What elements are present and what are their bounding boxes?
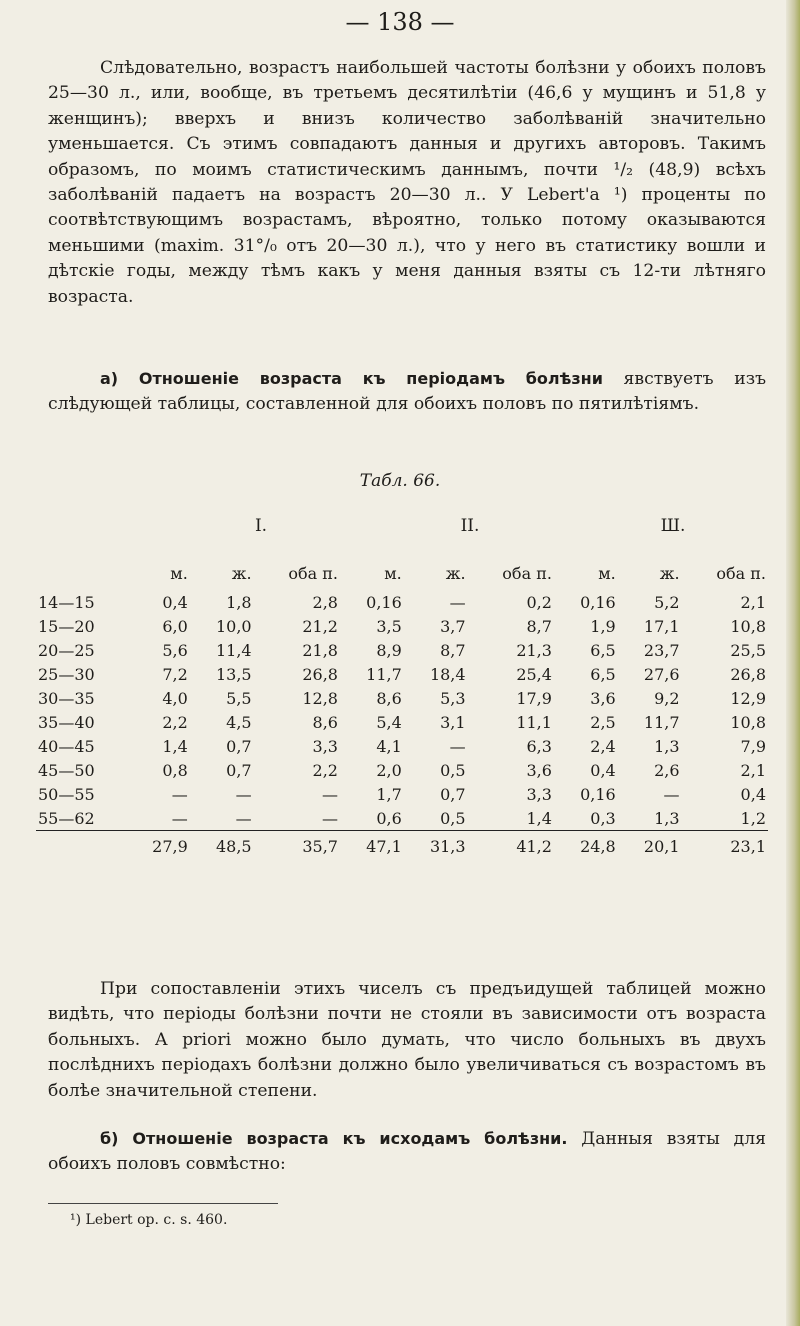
page-edge xyxy=(786,0,800,1326)
col-header: м. xyxy=(598,563,616,583)
section-b-paragraph xyxy=(48,1126,766,1178)
value-cell: — xyxy=(171,784,188,804)
value-cell: 3,5 xyxy=(376,616,402,636)
total-cell: 48,5 xyxy=(190,831,254,876)
value-cell: 17,1 xyxy=(643,616,680,636)
value-cell: — xyxy=(321,808,338,828)
value-cell: 0,7 xyxy=(440,784,466,804)
value-cell: 3,3 xyxy=(526,784,552,804)
section-a-heading: a) Отношеніе возраста къ періодамъ болѣзни xyxy=(100,369,603,388)
value-cell: 0,3 xyxy=(590,808,616,828)
col-header: оба п. xyxy=(288,563,338,583)
value-cell: 0,16 xyxy=(580,592,616,612)
value-cell: — xyxy=(171,808,188,828)
value-cell: 13,5 xyxy=(215,664,252,684)
table-row xyxy=(36,734,768,758)
value-cell: 1,3 xyxy=(654,736,680,756)
total-cell: 24,8 xyxy=(554,831,618,876)
age-range-cell: 45—50 xyxy=(38,760,95,780)
value-cell: 11,1 xyxy=(516,712,552,732)
value-cell: 21,3 xyxy=(516,640,552,660)
col-header: ж. xyxy=(659,563,680,583)
table-header-row xyxy=(36,556,768,590)
value-cell: 26,8 xyxy=(730,664,766,684)
value-cell: 6,5 xyxy=(590,664,616,684)
age-range-cell: 40—45 xyxy=(38,736,95,756)
value-cell: 2,2 xyxy=(162,712,188,732)
footnote-rule xyxy=(48,1203,278,1204)
value-cell: 2,5 xyxy=(590,712,616,732)
value-cell: 2,0 xyxy=(376,760,402,780)
value-cell: 2,2 xyxy=(312,760,338,780)
table-row xyxy=(36,662,768,686)
value-cell: 11,7 xyxy=(366,664,402,684)
section-a-paragraph xyxy=(48,366,766,418)
value-cell: 0,16 xyxy=(366,592,402,612)
value-cell: 27,6 xyxy=(643,664,680,684)
page-number: — 138 — xyxy=(345,8,455,36)
paragraph-age-frequency xyxy=(48,56,766,310)
total-cell: 41,2 xyxy=(468,831,554,876)
value-cell: 0,5 xyxy=(440,808,466,828)
col-header: м. xyxy=(384,563,402,583)
col-header: м. xyxy=(170,563,188,583)
value-cell: 25,4 xyxy=(516,664,552,684)
total-cell: 47,1 xyxy=(340,831,404,876)
value-cell: 5,6 xyxy=(162,640,188,660)
col-header: ж. xyxy=(231,563,252,583)
value-cell: 8,6 xyxy=(376,688,402,708)
table-row xyxy=(36,782,768,806)
value-cell: 8,9 xyxy=(376,640,402,660)
value-cell: — xyxy=(235,784,252,804)
value-cell: 23,7 xyxy=(643,640,680,660)
age-range-cell: 15—20 xyxy=(38,616,95,636)
value-cell: 0,2 xyxy=(526,592,552,612)
value-cell: 17,9 xyxy=(516,688,552,708)
value-cell: 1,4 xyxy=(162,736,188,756)
value-cell: 2,4 xyxy=(590,736,616,756)
value-cell: 8,7 xyxy=(440,640,466,660)
value-cell: 4,5 xyxy=(226,712,252,732)
value-cell: 2,8 xyxy=(312,592,338,612)
value-cell: 3,6 xyxy=(526,760,552,780)
value-cell: 1,9 xyxy=(590,616,616,636)
total-cell: 20,1 xyxy=(618,831,682,876)
total-cell xyxy=(36,831,126,876)
value-cell: — xyxy=(663,784,680,804)
value-cell: — xyxy=(235,808,252,828)
value-cell: 21,2 xyxy=(302,616,338,636)
age-range-cell: 50—55 xyxy=(38,784,95,804)
paragraph-2-text: При сопоставленіи этихъ чиселъ съ предъидущей таблицей можно видѣть, что періоды болѣзни почти не стояли въ зависимости отъ возраста больныхъ. А priori можно было думать, что число больныхъ въ двухъ послѣднихъ періодахъ болѣзни должно было увеличиваться съ возрастомъ въ болѣе значительной степени. xyxy=(48,979,766,1101)
value-cell: 8,6 xyxy=(312,712,338,732)
value-cell: 5,3 xyxy=(440,688,466,708)
value-cell: 25,5 xyxy=(730,640,766,660)
table-caption: Табл. 66. xyxy=(359,471,441,491)
total-cell: 35,7 xyxy=(254,831,340,876)
value-cell: 1,4 xyxy=(526,808,552,828)
group-head-2: II. xyxy=(460,516,480,536)
age-range-cell: 55—62 xyxy=(38,808,95,828)
value-cell: — xyxy=(321,784,338,804)
table-row xyxy=(36,590,768,614)
value-cell: 3,3 xyxy=(312,736,338,756)
value-cell: 1,7 xyxy=(376,784,402,804)
col-header: оба п. xyxy=(502,563,552,583)
table-row xyxy=(36,758,768,782)
value-cell: 0,5 xyxy=(440,760,466,780)
value-cell: — xyxy=(449,736,466,756)
value-cell: 1,3 xyxy=(654,808,680,828)
value-cell: 0,8 xyxy=(162,760,188,780)
value-cell: 26,8 xyxy=(302,664,338,684)
value-cell: 0,4 xyxy=(740,784,766,804)
value-cell: 5,5 xyxy=(226,688,252,708)
age-range-cell: 14—15 xyxy=(38,592,95,612)
value-cell: 12,9 xyxy=(730,688,766,708)
value-cell: 0,4 xyxy=(162,592,188,612)
value-cell: 2,6 xyxy=(654,760,680,780)
value-cell: 3,1 xyxy=(440,712,466,732)
value-cell: 11,4 xyxy=(215,640,252,660)
value-cell: 9,2 xyxy=(654,688,680,708)
age-range-cell: 35—40 xyxy=(38,712,95,732)
total-cell: 31,3 xyxy=(404,831,468,876)
value-cell: 0,16 xyxy=(580,784,616,804)
value-cell: 11,7 xyxy=(643,712,680,732)
age-range-cell: 20—25 xyxy=(38,640,95,660)
value-cell: 10,8 xyxy=(730,616,766,636)
table-row xyxy=(36,638,768,662)
value-cell: 10,0 xyxy=(215,616,252,636)
col-header xyxy=(36,556,126,590)
table-row xyxy=(36,686,768,710)
group-head-3: Ш. xyxy=(660,516,686,536)
value-cell: 2,1 xyxy=(740,760,766,780)
total-cell: 23,1 xyxy=(682,831,768,876)
value-cell: 0,7 xyxy=(226,760,252,780)
section-b-text: Данныя взяты для обоихъ половъ совмѣстно: xyxy=(48,1129,766,1175)
value-cell: 5,2 xyxy=(654,592,680,612)
paragraph-1-text: Слѣдовательно, возрастъ наибольшей частоты болѣзни у обоихъ половъ 25—30 л., или, вообще, въ третьемъ десятилѣтіи (46,6 у мущинъ и 51,8 у женщинъ); вверхъ и внизъ количество заболѣваній значительно уменьшается. Съ этимъ совпадаютъ данныя и другихъ авторовъ. Такимъ образомъ, по моимъ статистическимъ даннымъ, почти ¹/₂ (48,9) всѣхъ заболѣваній падаетъ на возрастъ 20—30 л.. У Lebert'а ¹) проценты по соотвѣтствующимъ возрастамъ, вѣроятно, только потому оказываются меньшими (maxim. 31°/₀ отъ 20—30 л.), что у него въ статистику вошли и дѣтскіе годы, между тѣмъ какъ у меня данныя взяты съ 12-ти лѣтняго возраста. xyxy=(48,58,766,307)
value-cell: — xyxy=(449,592,466,612)
footnote: ¹) Lebert op. c. s. 460. xyxy=(70,1212,228,1228)
value-cell: 6,5 xyxy=(590,640,616,660)
section-a-text: явствуетъ изъ слѣдующей таблицы, составленной для обоихъ половъ по пятилѣтіямъ. xyxy=(48,369,767,415)
col-header: оба п. xyxy=(716,563,766,583)
col-header: ж. xyxy=(445,563,466,583)
table-row xyxy=(36,614,768,638)
table-body xyxy=(36,590,768,875)
total-cell: 27,9 xyxy=(126,831,190,876)
value-cell: 4,0 xyxy=(162,688,188,708)
value-cell: 3,6 xyxy=(590,688,616,708)
value-cell: 6,3 xyxy=(526,736,552,756)
value-cell: 18,4 xyxy=(429,664,466,684)
value-cell: 0,7 xyxy=(226,736,252,756)
value-cell: 12,8 xyxy=(302,688,338,708)
table-row xyxy=(36,806,768,831)
value-cell: 8,7 xyxy=(526,616,552,636)
value-cell: 7,2 xyxy=(162,664,188,684)
value-cell: 4,1 xyxy=(376,736,402,756)
value-cell: 10,8 xyxy=(730,712,766,732)
value-cell: 3,7 xyxy=(440,616,466,636)
age-period-table xyxy=(36,556,768,875)
paragraph-comparison xyxy=(48,977,766,1104)
value-cell: 1,2 xyxy=(740,808,766,828)
value-cell: 1,8 xyxy=(226,592,252,612)
value-cell: 6,0 xyxy=(162,616,188,636)
value-cell: 5,4 xyxy=(376,712,402,732)
table-row xyxy=(36,710,768,734)
value-cell: 7,9 xyxy=(740,736,766,756)
section-b-heading: б) Отношеніе возраста къ исходамъ болѣзни. xyxy=(100,1129,568,1148)
age-range-cell: 25—30 xyxy=(38,664,95,684)
age-range-cell: 30—35 xyxy=(38,688,95,708)
value-cell: 0,6 xyxy=(376,808,402,828)
table-totals-row xyxy=(36,831,768,876)
value-cell: 0,4 xyxy=(590,760,616,780)
value-cell: 2,1 xyxy=(740,592,766,612)
group-head-1: I. xyxy=(254,516,268,536)
value-cell: 21,8 xyxy=(302,640,338,660)
